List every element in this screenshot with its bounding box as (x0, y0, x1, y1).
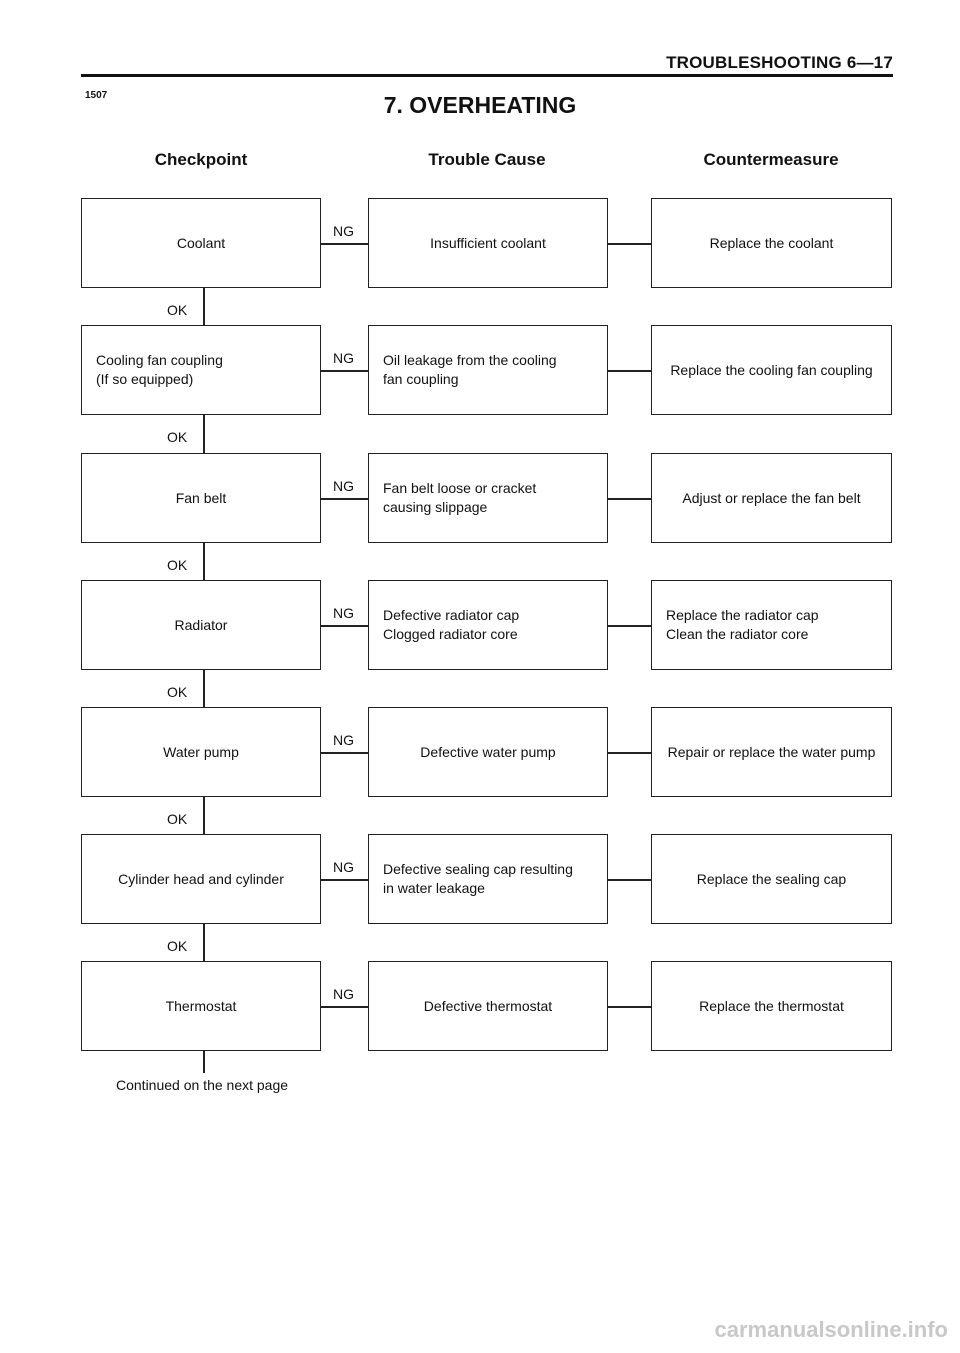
ng-label: NG (333, 732, 354, 748)
ng-label: NG (333, 986, 354, 1002)
ok-trunk-line (203, 543, 205, 580)
fix-connector-line (608, 243, 651, 245)
ok-trunk-line (203, 288, 205, 325)
checkpoint-box (81, 325, 321, 415)
countermeasure-box (651, 198, 892, 288)
ok-label: OK (167, 302, 188, 318)
fix-connector-line (608, 498, 651, 500)
cause-box (368, 325, 608, 415)
countermeasure-box (651, 707, 892, 797)
fix-connector-line (608, 752, 651, 754)
checkpoint-box (81, 961, 321, 1051)
checkpoint-box (81, 580, 321, 670)
cause-label: Defective water pump (420, 743, 556, 760)
checkpoint-label: Fan belt (175, 489, 227, 506)
countermeasure-box (651, 453, 892, 543)
fix-connector-line (608, 1006, 651, 1008)
ng-connector-line (321, 1006, 368, 1008)
checkpoint-box (81, 198, 321, 288)
cause-label: Oil leakage from the cooling fan coupling (383, 352, 557, 387)
cause-label: Defective radiator cap Clogged radiator core (383, 607, 520, 642)
ok-trunk-line (203, 415, 205, 453)
ng-connector-line (321, 370, 368, 372)
ok-label: OK (167, 938, 188, 954)
checkpoint-label: Water pump (163, 743, 239, 760)
fix-connector-line (608, 370, 651, 372)
ok-label: OK (167, 684, 188, 700)
ng-connector-line (321, 625, 368, 627)
ng-connector-line (321, 879, 368, 881)
cause-box (368, 580, 608, 670)
checkpoint-label: Thermostat (165, 997, 237, 1014)
cause-label: Defective sealing cap resulting in water leakage (383, 861, 573, 896)
countermeasure-box (651, 325, 892, 415)
column-header-checkpoint: Checkpoint (154, 150, 248, 169)
countermeasure-box (651, 580, 892, 670)
ng-label: NG (333, 350, 354, 366)
column-header-countermeasure: Countermeasure (703, 150, 839, 169)
checkpoint-box (81, 707, 321, 797)
cause-label: Fan belt loose or cracket causing slippage (383, 480, 537, 515)
fix-connector-line (608, 879, 651, 881)
continued-trunk-line (203, 1051, 205, 1073)
countermeasure-label: Replace the thermostat (699, 997, 844, 1014)
cause-box (368, 707, 608, 797)
ng-label: NG (333, 478, 354, 494)
column-header-trouble-cause: Trouble Cause (428, 150, 546, 169)
checkpoint-box (81, 834, 321, 924)
header-rule (81, 74, 893, 77)
cause-box (368, 453, 608, 543)
countermeasure-label: Replace the cooling fan coupling (670, 361, 873, 378)
checkpoint-label: Cylinder head and cylinder (118, 870, 284, 887)
cause-label: Insufficient coolant (430, 234, 546, 251)
ok-label: OK (167, 811, 188, 827)
fix-connector-line (608, 625, 651, 627)
countermeasure-label: Adjust or replace the fan belt (682, 489, 861, 506)
cause-label: Defective thermostat (423, 997, 553, 1014)
countermeasure-box (651, 834, 892, 924)
section-title: TROUBLESHOOTING 6—17 (666, 53, 893, 72)
ok-label: OK (167, 557, 188, 573)
ng-connector-line (321, 752, 368, 754)
ok-trunk-line (203, 797, 205, 834)
ng-label: NG (333, 859, 354, 875)
watermark: carmanualsonline.info (714, 1317, 948, 1342)
checkpoint-label: Radiator (174, 616, 228, 633)
ok-label: OK (167, 429, 188, 445)
continued-note: Continued on the next page (116, 1077, 289, 1093)
countermeasure-box (651, 961, 892, 1051)
checkpoint-box (81, 453, 321, 543)
checkpoint-label: Coolant (176, 234, 226, 251)
countermeasure-label: Replace the coolant (709, 234, 834, 251)
checkpoint-label: Cooling fan coupling (If so equipped) (96, 352, 223, 387)
page-title: 7. OVERHEATING (383, 92, 577, 118)
cause-box (368, 961, 608, 1051)
ok-trunk-line (203, 924, 205, 961)
cause-box (368, 198, 608, 288)
ng-label: NG (333, 223, 354, 239)
countermeasure-label: Replace the radiator cap Clean the radiator core (666, 607, 819, 642)
cause-box (368, 834, 608, 924)
countermeasure-label: Replace the sealing cap (696, 870, 847, 887)
countermeasure-label: Repair or replace the water pump (667, 743, 876, 760)
ng-connector-line (321, 243, 368, 245)
ng-label: NG (333, 605, 354, 621)
ok-trunk-line (203, 670, 205, 707)
ng-connector-line (321, 498, 368, 500)
page-code: 1507 (85, 90, 108, 101)
